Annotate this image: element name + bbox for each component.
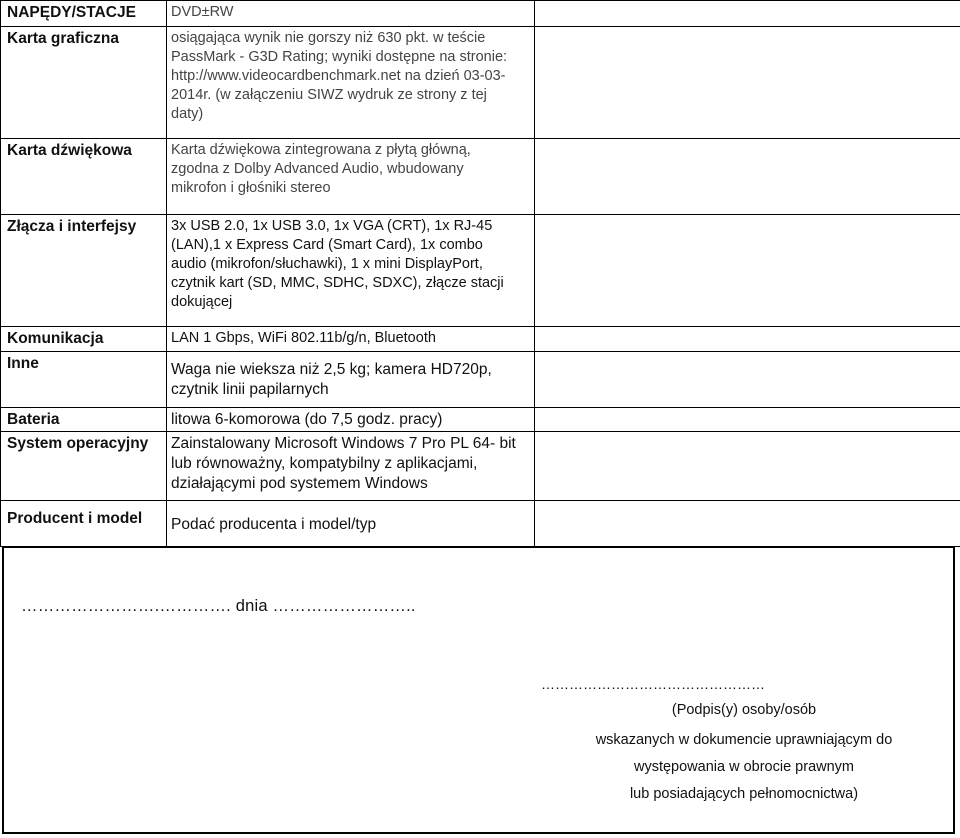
spec-value-cell	[167, 501, 535, 547]
spec-label-cell	[1, 408, 167, 432]
spec-label: Komunikacja	[7, 330, 104, 347]
table-row	[1, 27, 960, 139]
table-row	[1, 1, 960, 27]
spec-value: Podać producenta i model/typ	[171, 516, 377, 533]
spec-value-cell	[167, 432, 535, 501]
spec-value-cell	[167, 327, 535, 352]
spec-label: Złącza i interfejsy	[7, 218, 137, 235]
spec-label-cell	[1, 27, 167, 139]
table-row	[1, 327, 960, 352]
spec-value-cell	[167, 139, 535, 215]
spec-value-cell	[167, 215, 535, 327]
spec-value: DVD±RW	[171, 4, 234, 20]
spec-label: Karta graficzna	[7, 30, 119, 47]
spec-label-cell	[1, 1, 167, 27]
spec-value-cell	[167, 408, 535, 432]
place-date-line: …………………….…………. dnia ……………………..	[21, 597, 416, 615]
spec-value: 3x USB 2.0, 1x USB 3.0, 1x VGA (CRT), 1x RJ-45 (LAN),1 x Express Card (Smart Card), 1x combo audio (mikrofon/słuchawki), 1 x mini DisplayPort, czytnik kart (SD, MMC, SDHC, SDXC), złącze stacji dokującej	[171, 218, 504, 310]
table-row	[1, 432, 960, 501]
signature-caption-line: lub posiadających pełnomocnictwa)	[629, 786, 859, 802]
spec-value: Karta dźwiękowa zintegrowana z płytą główną, zgodna z Dolby Advanced Audio, wbudowany mikrofon i głośniki stereo	[171, 142, 471, 196]
offer-cell	[535, 215, 960, 327]
spec-label: System operacyjny	[7, 435, 149, 452]
table-row	[1, 139, 960, 215]
spec-label-cell	[1, 352, 167, 408]
spec-value: LAN 1 Gbps, WiFi 802.11b/g/n, Bluetooth	[171, 330, 436, 346]
spec-value: Waga nie wieksza niż 2,5 kg; kamera HD720p, czytnik linii papilarnych	[171, 361, 492, 398]
signature-dots: …………………………………………	[541, 676, 765, 692]
spec-value-cell	[167, 27, 535, 139]
spec-value: osiągająca wynik nie gorszy niż 630 pkt. w teście PassMark - G3D Rating; wyniki dostępne na stronie: http://www.videocardbenchmark.net na dzień 03-03- 2014r. (w załączeniu SIWZ wydruk ze strony z tej daty)	[171, 30, 508, 122]
spec-label-cell	[1, 432, 167, 501]
offer-cell	[535, 352, 960, 408]
signature-caption-line: występowania w obrocie prawnym	[633, 759, 854, 775]
table-row	[1, 352, 960, 408]
offer-cell	[535, 139, 960, 215]
table-row	[1, 501, 960, 547]
spec-value-cell	[167, 1, 535, 27]
spec-value-cell	[167, 352, 535, 408]
spec-label: NAPĘDY/STACJE	[7, 4, 136, 21]
offer-cell	[535, 327, 960, 352]
table-row	[1, 215, 960, 327]
spec-label-cell	[1, 501, 167, 547]
spec-label: Bateria	[7, 411, 60, 428]
signature-caption-line: wskazanych w dokumencie uprawniającym do	[595, 732, 893, 748]
spec-label-cell	[1, 215, 167, 327]
offer-cell	[535, 432, 960, 501]
spec-label: Karta dźwiękowa	[7, 142, 132, 159]
spec-label: Producent i model	[7, 510, 143, 527]
offer-cell	[535, 501, 960, 547]
spec-label-cell	[1, 139, 167, 215]
spec-value: litowa 6-komorowa (do 7,5 godz. pracy)	[171, 411, 443, 428]
offer-cell	[535, 408, 960, 432]
spec-value: Zainstalowany Microsoft Windows 7 Pro PL 64- bit lub równoważny, kompatybilny z aplikacjami, działającymi pod systemem Windows	[171, 435, 516, 492]
offer-cell	[535, 1, 960, 27]
spec-label: Inne	[7, 355, 39, 372]
offer-cell	[535, 27, 960, 139]
table-row	[1, 408, 960, 432]
signature-caption-line: (Podpis(y) osoby/osób	[671, 702, 817, 718]
spec-label-cell	[1, 327, 167, 352]
